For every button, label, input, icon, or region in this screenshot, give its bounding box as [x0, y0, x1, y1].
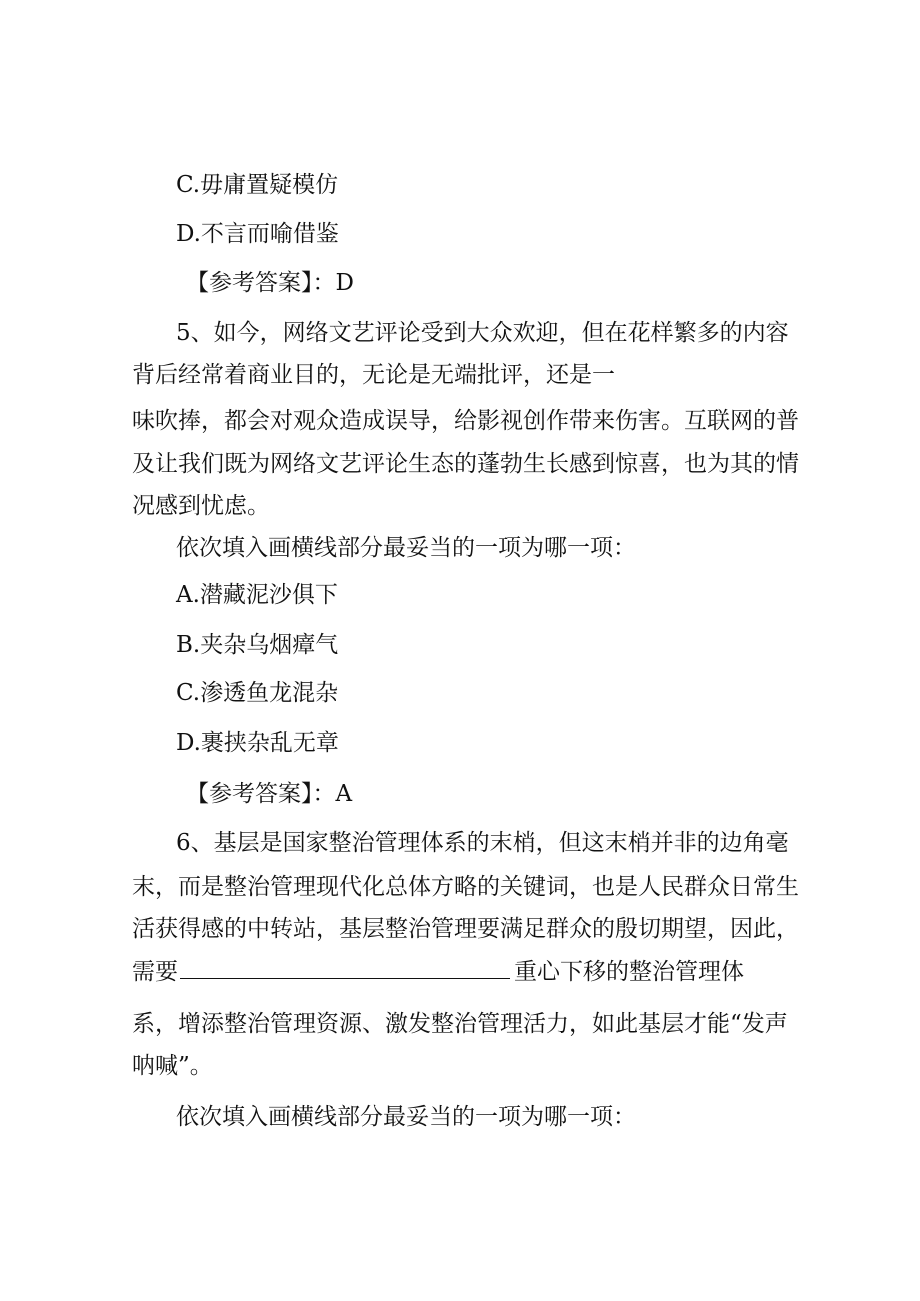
- q5-text-line-4: 及让我们既为网络文艺评论生态的蓬勃生长感到惊喜，也为其的情: [132, 451, 799, 477]
- q5-option-b: B.夹杂乌烟瘴气: [176, 632, 339, 658]
- q4-option-c: C.毋庸置疑模仿: [176, 172, 339, 198]
- q5-text-line-1: 5、如今，网络文艺评论受到大众欢迎，但在花样繁多的内容: [176, 320, 789, 346]
- fill-in-blank: [180, 956, 510, 979]
- q5-prompt: 依次填入画横线部分最妥当的一项为哪一项：: [176, 535, 636, 561]
- q5-text-line-3: 味吹捧，都会对观众造成误导，给影视创作带来伤害。互联网的普: [132, 408, 799, 434]
- q5-option-d: D.裹挟杂乱无章: [176, 730, 339, 756]
- q5-answer: 【参考答案】：A: [186, 781, 353, 807]
- q5-text-line-2: 背后经常着商业目的，无论是无端批评，还是一: [132, 362, 615, 388]
- q6-text-line-1: 6、基层是国家整治管理体系的末梢，但这末梢并非的边角毫: [176, 830, 789, 856]
- q6-text-line-2: 末，而是整治管理现代化总体方略的关键词，也是人民群众日常生: [132, 874, 799, 900]
- q5-text-line-5: 况感到忧虑。: [132, 493, 270, 519]
- q6-text-line-3: 活获得感的中转站，基层整治管理要满足群众的殷切期望，因此，: [132, 916, 799, 942]
- q6-line-4-after: 重心下移的整治管理体: [514, 959, 744, 985]
- q6-prompt: 依次填入画横线部分最妥当的一项为哪一项：: [176, 1104, 636, 1130]
- q6-line-4-before: 需要: [132, 959, 178, 985]
- q4-answer: 【参考答案】：D: [186, 270, 354, 296]
- q6-text-line-5: 系，增添整治管理资源、激发整治管理活力，如此基层才能“发声: [132, 1011, 788, 1037]
- q6-text-line-6: 呐喊”。: [132, 1053, 213, 1079]
- q5-option-c: C.渗透鱼龙混杂: [176, 680, 339, 706]
- q4-option-d: D.不言而喻借鉴: [176, 221, 339, 247]
- q6-text-line-4: [132, 956, 744, 987]
- q5-option-a: A.潜藏泥沙俱下: [176, 582, 338, 608]
